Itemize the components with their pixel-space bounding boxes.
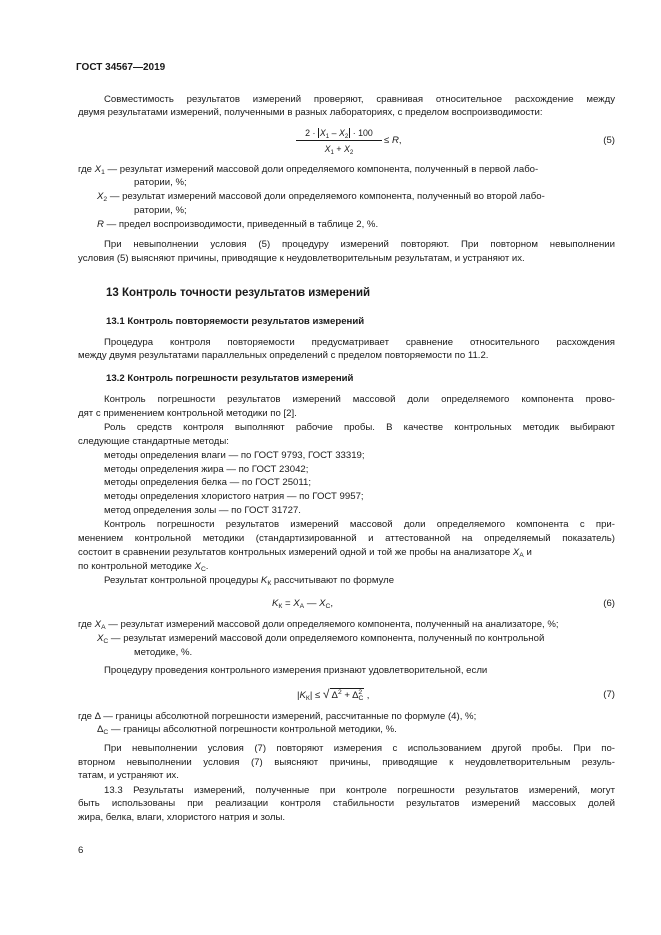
compat-line-1: Совместимость результатов измерений проверяют, сравнивая относительное расхождение между bbox=[104, 94, 615, 105]
equation-7: $|K_К|$ ≤ √ $\Delta^2 + \Delta_C^2$ , bbox=[297, 687, 370, 702]
equation-5-rhs: ≤ R, bbox=[384, 135, 402, 146]
p133-line-3: жира, белка, влаги, хлористого натрия и золы. bbox=[78, 812, 286, 823]
fail7-line-1: При невыполнении условия (7) повторяют измерения с использованием другой пробы. При по- bbox=[104, 743, 615, 754]
where5-r-line: R — предел воспроизводимости, приведенный в таблице 2, %. bbox=[97, 219, 379, 230]
method-item: методы определения влаги — по ГОСТ 9793, ГОСТ 33319; bbox=[104, 450, 365, 461]
s132-p2-line-2: следующие стандартные методы: bbox=[78, 436, 229, 447]
sqrt-radicand: $\Delta^2 + \Delta_C^2$ bbox=[331, 689, 364, 702]
method-item: методы определения жира — по ГОСТ 23042; bbox=[104, 464, 309, 475]
equation-6: $K_К = X_A$ — $X_C$, bbox=[272, 598, 334, 610]
s132-p3-line-3: состоит в сравнении результатов контрольных измерений одной и той же пробы на анализаторе $X_A$ и bbox=[78, 547, 532, 559]
eq5-abs: $X_1 - X_2$ bbox=[319, 128, 349, 140]
sqrt-sign: √ bbox=[322, 687, 330, 701]
eq5-coef: 2 · bbox=[305, 128, 316, 138]
s132-p3-line-1: Контроль погрешности результатов измерений массовой доли определяемого компонента с при- bbox=[104, 519, 615, 530]
where6-xc-line: $X_C$ — результат измерений массовой доли определяемого компонента, полученный по контрольной bbox=[97, 633, 545, 645]
section-13-2-heading: 13.2 Контроль погрешности результатов измерений bbox=[106, 373, 354, 384]
equation-5-numerator bbox=[296, 127, 382, 141]
satisfactory-paragraph: Процедуру проведения контрольного измерения признают удовлетворительной, если bbox=[104, 665, 488, 676]
method-item: методы определения белка — по ГОСТ 25011; bbox=[104, 477, 311, 488]
equation-6-number: (6) bbox=[603, 598, 615, 609]
s131-line-1: Процедура контроля повторяемости предусматривает сравнение относительного расхождения bbox=[104, 337, 615, 348]
eq5-tail: · 100 bbox=[352, 128, 373, 138]
section-13-1-heading: 13.1 Контроль повторяемости результатов измерений bbox=[106, 316, 365, 327]
section-13-heading: 13 Контроль точности результатов измерений bbox=[106, 287, 371, 299]
compat-line-2: двумя результатами измерений, полученными в разных лабораториях, с пределом воспроизводимости: bbox=[78, 107, 543, 118]
method-item: метод определения золы — по ГОСТ 31727. bbox=[104, 505, 301, 516]
p133-line-1: 13.3 Результаты измерений, полученные при контроле погрешности результатов измерений, могут bbox=[104, 785, 615, 796]
s131-line-2: между двумя результатами параллельных определений с пределом повторяемости по 11.2. bbox=[78, 350, 489, 361]
s132-p3-line-2: менением контрольной методики (стандартизированной и аттестованной на определяемый показатель) bbox=[78, 533, 615, 544]
equation-5-number: (5) bbox=[603, 135, 615, 146]
fail7-line-2: вторном невыполнении условия (7) выясняют причины, приводящие к неудовлетворительным резуль- bbox=[78, 757, 615, 768]
fail7-line-3: татам, и устраняют их. bbox=[78, 770, 179, 781]
where5-x1-cont: ратории, %; bbox=[134, 177, 187, 188]
where6-xa-line: где $X_A$ — результат измерений массовой доли определяемого компонента, полученный на анализаторе, %; bbox=[78, 619, 559, 631]
s132-p3-line-4: по контрольной методике $X_C$. bbox=[78, 561, 209, 573]
p133-line-2: быть использованы при реализации контроля стабильности результатов измерений массовых долей bbox=[78, 798, 615, 809]
where6-xc-cont: методике, %. bbox=[134, 647, 193, 658]
fail5-line-2: условия (5) выясняют причины, приводящие к неудовлетворительным результатам, и устраняют их. bbox=[78, 253, 525, 264]
fail5-line-1: При невыполнении условия (5) процедуру измерений повторяют. При повторном невыполнении bbox=[104, 239, 615, 250]
equation-5-fraction bbox=[296, 127, 382, 155]
s132-p2-line-1: Роль средств контроля выполняют рабочие пробы. В качестве контрольных методик выбирают bbox=[104, 422, 615, 433]
page-number: 6 bbox=[78, 845, 84, 856]
s132-p1-line-1: Контроль погрешности результатов измерений массовой доли определяемого компонента прово- bbox=[104, 394, 615, 405]
where7-delta-line: где Δ — границы абсолютной погрешности измерений, рассчитанные по формуле (4), %; bbox=[78, 711, 477, 722]
method-item: методы определения хлористого натрия — по ГОСТ 9957; bbox=[104, 491, 364, 502]
s132-p1-line-2: дят с применением контрольной методики по [2]. bbox=[78, 408, 297, 419]
page-header-title: ГОСТ 34567—2019 bbox=[76, 62, 166, 73]
equation-5-denominator: $X_1 + X_2$ bbox=[324, 144, 354, 156]
equation-7-number: (7) bbox=[603, 689, 615, 700]
where5-x2-cont: ратории, %; bbox=[134, 205, 187, 216]
where5-x1-line: где $X_1$ — результат измерений массовой доли определяемого компонента, полученный в первой лабо- bbox=[78, 164, 539, 176]
where7-deltac-line: $\Delta_C$ — границы абсолютной погрешности контрольной методики, %. bbox=[97, 724, 397, 736]
where5-x2-line: $X_2$ — результат измерений массовой доли определяемого компонента, полученный во второй лабо- bbox=[97, 191, 545, 203]
s132-p4: Результат контрольной процедуры $K_К$ рассчитывают по формуле bbox=[104, 575, 395, 587]
